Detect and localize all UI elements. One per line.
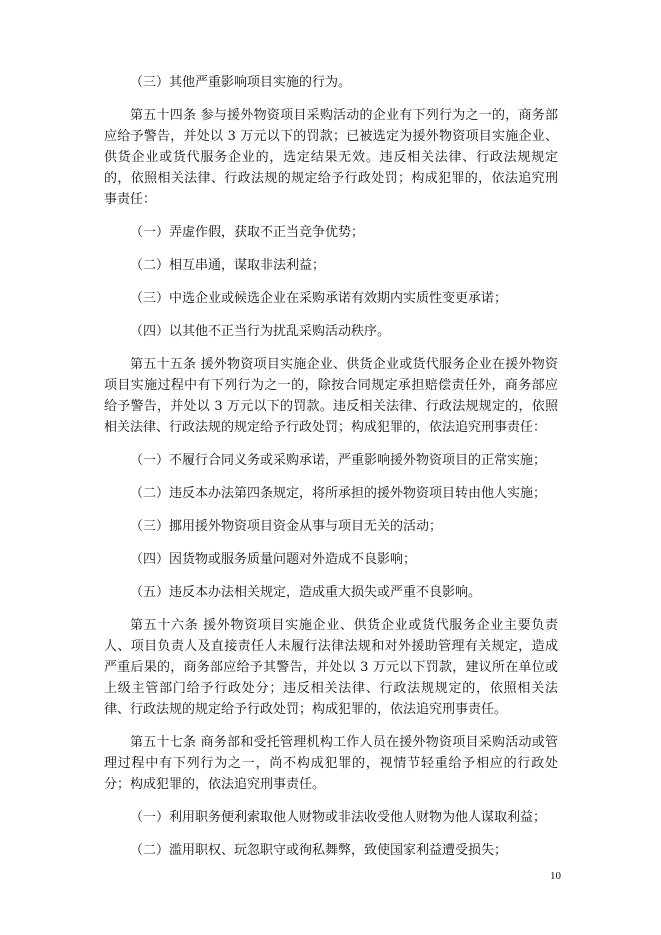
page-number: 10 xyxy=(550,870,561,882)
list-item: （一）不履行合同义务或采购承诺，严重影响援外物资项目的正常实施； xyxy=(130,453,547,468)
list-item: （三）挪用援外物资项目资金从事与项目无关的活动； xyxy=(130,519,443,534)
list-item: （一）利用职务便利索取他人财物或非法收受他人财物为他人谋取利益； xyxy=(130,810,547,825)
list-item: （五）违反本办法相关规定，造成重大损失或严重不良影响。 xyxy=(130,585,482,600)
list-item: （三）其他严重影响项目实施的行为。 xyxy=(130,75,352,90)
article-paragraph: 第五十五条 援外物资项目实施企业、供货企业或货代服务企业在援外物资项目实施过程中有下列行为之一的，除按合同规定承担赔偿责任外，商务部应给予警告，并处以 3 万元以下的罚款。违反相关法律、行政法规规定的，依照相关法律、行政法规的规定给予行政处罚；构成犯罪的，依法追究刑事责任： xyxy=(104,357,558,435)
article-paragraph: 第五十七条 商务部和受托管理机构工作人员在援外物资项目采购活动或管理过程中有下列行为之一，尚不构成犯罪的，视情节轻重给予相应的行政处分；构成犯罪的，依法追究刑事责任。 xyxy=(104,735,558,792)
list-item: （二）违反本办法第四条规定，将所承担的援外物资项目转由他人实施； xyxy=(130,486,547,501)
article-paragraph: 第五十六条 援外物资项目实施企业、供货企业或货代服务企业主要负责人、项目负责人及直接责任人未履行法律法规和对外援助管理有关规定，造成严重后果的，商务部应给予其警告，并处以 3 万元以下罚款，建议所在单位或上级主管部门给予行政处分；违反相关法律、行政法规规定的，依照相关法律、行政法规的规定给予行政处罚；构成犯罪的，依法追究刑事责任。 xyxy=(104,618,558,717)
article-paragraph: 第五十四条 参与援外物资项目采购活动的企业有下列行为之一的，商务部应给予警告，并处以 3 万元以下的罚款；已被选定为援外物资项目实施企业、供货企业或货代服务企业的，选定结果无效。违反相关法律、行政法规规定的，依照相关法律、行政法规的规定给予行政处罚；构成犯罪的，依法追究刑事责任： xyxy=(104,108,558,207)
list-item: （四）以其他不正当行为扰乱采购活动秩序。 xyxy=(130,324,391,339)
list-item: （三）中选企业或候选企业在采购承诺有效期内实质性变更承诺； xyxy=(130,291,508,306)
list-item: （四）因货物或服务质量问题对外造成不良影响； xyxy=(130,552,417,567)
document-body xyxy=(104,72,558,873)
list-item: （一）弄虚作假，获取不正当竞争优势； xyxy=(130,225,365,240)
list-item: （二）相互串通，谋取非法利益； xyxy=(130,258,326,273)
list-item: （二）滥用职权、玩忽职守或徇私舞弊，致使国家利益遭受损失； xyxy=(130,843,508,858)
